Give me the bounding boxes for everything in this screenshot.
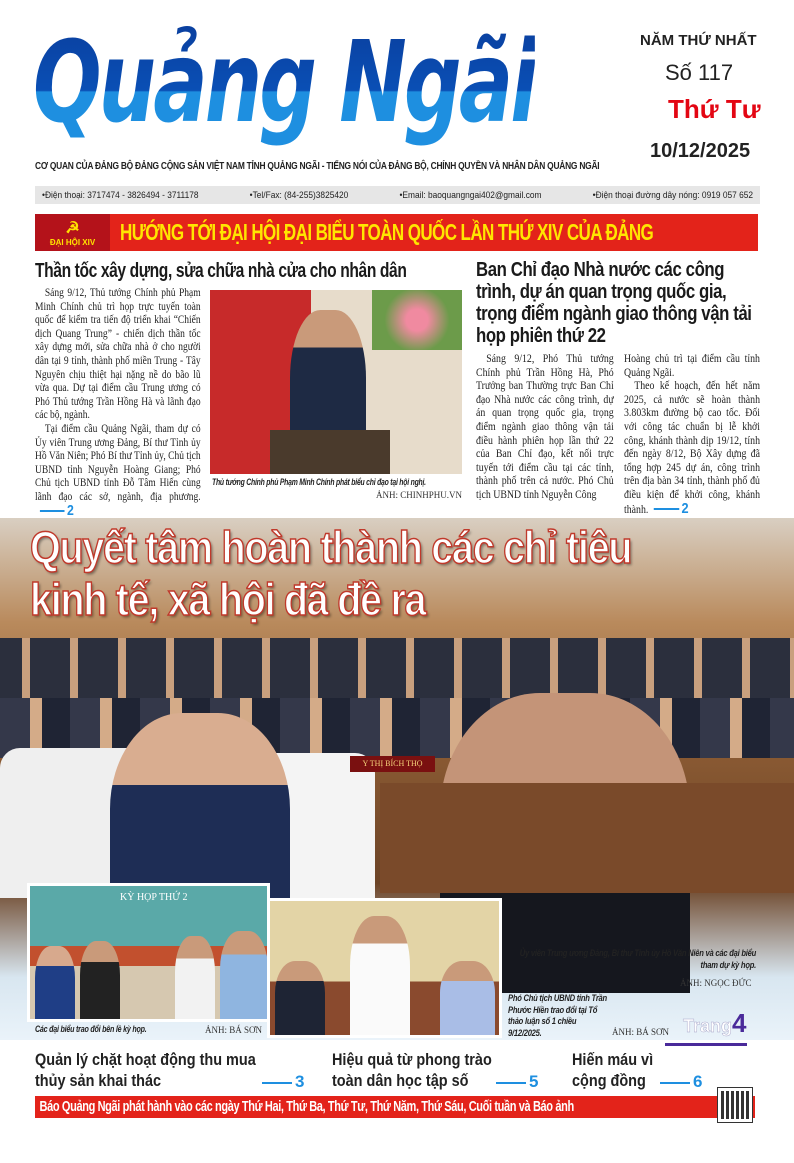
teaser-3[interactable]: Hiến máu vì cộng đồng — [572, 1050, 654, 1090]
paragraph: Hoàng chủ trì tại điểm cầu tỉnh Quảng Ngãi. — [624, 352, 760, 379]
headline-line: Quyết tâm hoàn thành các chỉ tiêu — [30, 522, 632, 573]
issue-number: Số 117 — [665, 60, 734, 85]
party-emblem-icon: ☭ ĐẠI HỘI XIV — [35, 214, 110, 251]
inset2-credit: ẢNH: BÁ SƠN — [612, 1027, 670, 1037]
footer-text: Báo Quảng Ngãi phát hành vào các ngày Thứ Hai, Thứ Ba, Thứ Tư, Thứ Năm, Thứ Sáu, Cuối tuần và Báo ảnh — [39, 1099, 574, 1115]
congress-banner — [35, 214, 758, 251]
feature-main-caption: Ủy viên Trung ương Đảng, Bí thư Tỉnh ủy Hồ Văn Niên và các đại biểu tham dự kỳ họp. — [519, 948, 756, 971]
publication-year: NĂM THỨ NHẤT — [640, 32, 757, 49]
feature-main-credit: ẢNH: NGỌC ĐỨC — [680, 978, 752, 988]
inset1-credit: ẢNH: BÁ SƠN — [205, 1025, 263, 1035]
teaser-3-page[interactable]: 6 — [660, 1072, 702, 1092]
inset-photo-2 — [267, 898, 502, 1038]
teaser-2-page[interactable]: 5 — [496, 1072, 538, 1092]
newspaper-logo: Quảng Ngãi — [33, 8, 535, 158]
headline-line: kinh tế, xã hội đã đề ra — [30, 574, 426, 625]
arrow-right-icon — [665, 1043, 747, 1046]
fax: •Tel/Fax: (84-255)3825420 — [249, 189, 349, 201]
page-label: Trang — [683, 1016, 733, 1036]
inset1-caption: Các đại biểu trao đổi bên lề kỳ họp. — [35, 1024, 147, 1035]
continue-page-link[interactable]: 2 — [653, 500, 688, 517]
article1-caption: Thủ tướng Chính phủ Phạm Minh Chính phát biểu chỉ đạo tại hội nghị. — [212, 477, 426, 488]
hotline: •Điện thoại đường dây nóng: 0919 057 652 — [592, 189, 754, 201]
article2-col1: Sáng 9/12, Phó Thủ tướng Chính phủ Trần Hồng Hà, Phó Trưởng ban Thường trực Ban Chỉ đạo Nhà nước các công trình, dự án quan trọng quốc gia, trọng điểm ngành giao thông vận tải điều hành phiên họp lần thứ 22 của Ban Chỉ đạo, kết nối trực tuyến tới điểm cầu tại các tỉnh, thành phố trên cả nước. Phó Chủ tịch UBND tỉnh Nguyễn Công — [476, 352, 614, 501]
contact-bar — [35, 186, 760, 204]
paragraph: Tại điểm cầu Quảng Ngãi, tham dự có Ủy viên Trung ương Đảng, Bí thư Tỉnh ủy Hồ Văn Niên; Phó Bí thư Tỉnh ủy, Chủ tịch UBND tỉnh Nguyễn Hoàng Giang; Phó Chủ tịch UBND tỉnh Đỗ Tâm Hiến cùng lãnh đạo các sở, ngành, địa phương. — [35, 421, 201, 503]
weekday: Thứ Tư — [668, 94, 761, 124]
nameplate: Y THỊ BÍCH THỌ — [350, 756, 435, 772]
teaser-1-page[interactable]: 3 — [262, 1072, 304, 1092]
paragraph: Sáng 9/12, Thủ tướng Chính phủ Phạm Minh Chính chủ trì họp trực tuyến toàn quốc để kiểm tra tiến độ triển khai “Chiến dịch Quang Trung” - chiến dịch thần tốc xây dựng mới, sửa chữa nhà ở cho người dân tại 9 tỉnh, thành phố miền Trung - Tây Nguyên chịu thiệt hại nặng nề do bão lũ vừa qua. Dự tại điểm cầu Trung ương có Phó Thủ tướng Trần Hồng Hà và lãnh đạo các bộ, ngành. — [35, 286, 201, 422]
teaser-2[interactable]: Hiệu quả từ phong trào toàn dân học tập số — [332, 1050, 492, 1090]
footer-bar — [35, 1096, 715, 1118]
feature-headline[interactable] — [30, 522, 631, 626]
issue-date: 10/12/2025 — [650, 140, 751, 162]
article1-photo — [210, 290, 462, 474]
article1-headline[interactable]: Thần tốc xây dựng, sửa chữa nhà cửa cho nhân dân — [35, 260, 407, 282]
teaser-1[interactable]: Quản lý chặt hoạt động thu mua thủy sản khai thác — [35, 1050, 256, 1090]
page-number: 4 — [732, 1008, 747, 1038]
email: •Email: baoquangngai402@gmail.com — [399, 189, 542, 201]
phone: •Điện thoại: 3717474 - 3826494 - 3711178 — [42, 189, 199, 201]
page-4-link[interactable] — [683, 1008, 746, 1039]
inset2-caption: Phó Chủ tịch UBND tỉnh Trần Phước Hiền trao đổi tại Tổ thảo luận số 1 chiều 9/12/2025. — [508, 993, 607, 1039]
inset-photo-1 — [27, 883, 270, 1022]
continue-page-link[interactable]: 2 — [40, 502, 74, 519]
paragraph: Theo kế hoạch, đến hết năm 2025, cả nước sẽ hoàn thành 3.803km đường bộ cao tốc. Đối với công tác chuẩn bị lễ khởi công, khánh thành dịp 19/12, tính đến ngày 8/12, Bộ Xây dựng đã tổng hợp 245 dự án, công trình trên địa bàn 34 tỉnh, thành phố đủ điều kiện để khởi công, khánh thành. — [624, 379, 760, 516]
inset1-sign: KỲ HỌP THỨ 2 — [120, 892, 188, 903]
qr-code-icon[interactable] — [717, 1087, 753, 1123]
article2-headline[interactable]: Ban Chỉ đạo Nhà nước các công trình, dự án quan trọng quốc gia, trọng điểm ngành giao thông vận tải họp phiên thứ 22 — [476, 259, 752, 347]
article1-credit: ẢNH: CHINHPHU.VN — [375, 490, 462, 500]
tagline: CƠ QUAN CỦA ĐẢNG BỘ ĐẢNG CỘNG SẢN VIỆT NAM TỈNH QUẢNG NGÃI - TIẾNG NÓI CỦA ĐẢNG BỘ, CHÍNH QUYỀN VÀ NHÂN DÂN QUẢNG NGÃI — [35, 160, 600, 172]
article2-col2 — [624, 352, 760, 516]
banner-title: HƯỚNG TỚI ĐẠI HỘI ĐẠI BIỂU TOÀN QUỐC LẦN THỨ XIV CỦA ĐẢNG — [120, 219, 654, 245]
article1-body — [35, 286, 201, 518]
